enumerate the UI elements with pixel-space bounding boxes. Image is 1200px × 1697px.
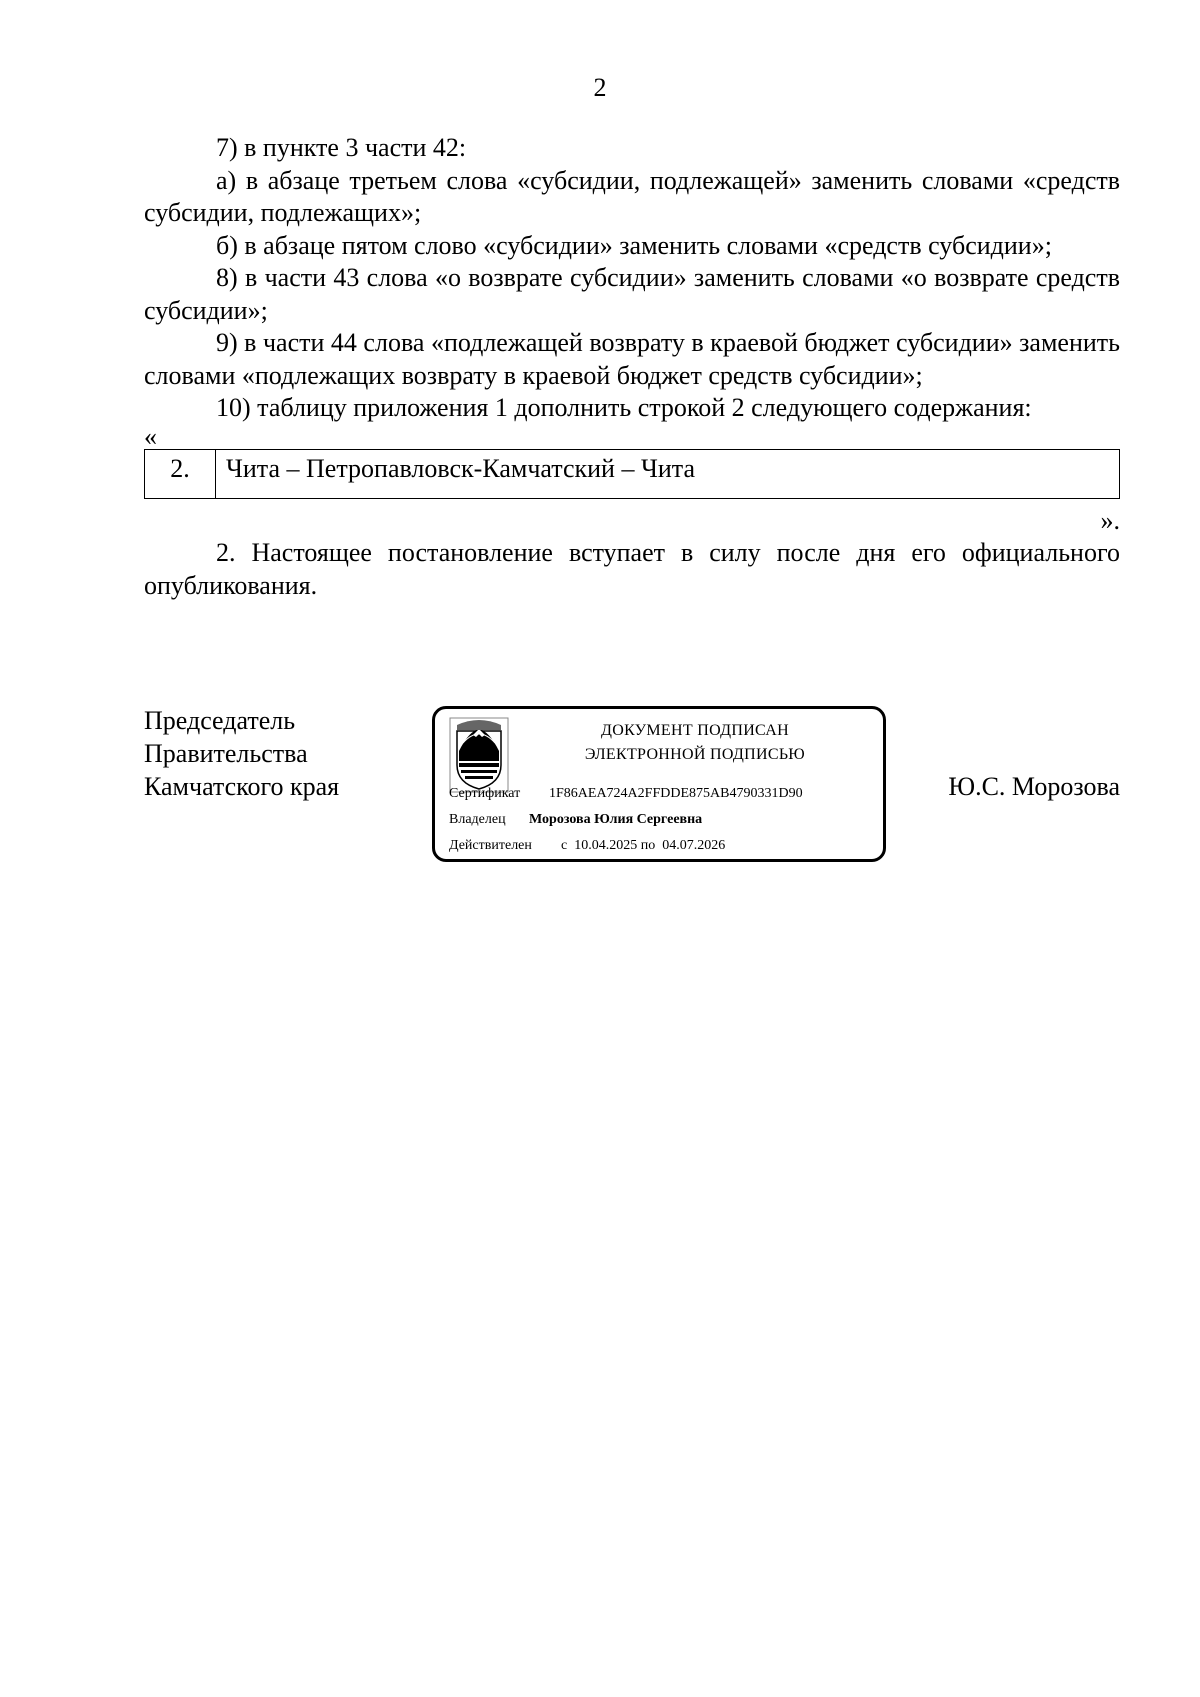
paragraph-subitem-a: а) в абзаце третьем слова «субсидии, подлежащей» заменить словами «средств субсидии, подлежащих»;: [144, 165, 1120, 227]
signer-title-line: Камчатского края: [144, 772, 340, 801]
signer-title-line: Председатель: [144, 706, 296, 735]
certificate-value: 1F86AEA724A2FFDDE875AB4790331D90: [549, 786, 803, 801]
owner-label: Владелец: [449, 812, 506, 827]
paragraph-item-10: 10) таблицу приложения 1 дополнить строкой 2 следующего содержания:: [216, 393, 1032, 422]
paragraph-subitem-b: б) в абзаце пятом слово «субсидии» заменить словами «средств субсидии»;: [216, 230, 1052, 260]
paragraph-item-7: 7) в пункте 3 части 42:: [216, 133, 467, 162]
paragraph-item-9: 9) в части 44 слова «подлежащей возврату в краевой бюджет субсидии» заменить словами «подлежащих возврату в краевой бюджет средств субсидии»;: [144, 328, 1120, 390]
route-number-cell: 2.: [145, 449, 216, 498]
stamp-heading-line-1: ДОКУМЕНТ ПОДПИСАН: [601, 722, 789, 739]
opening-quote: «: [144, 421, 157, 451]
page-number: 2: [593, 73, 607, 102]
electronic-signature-stamp: [432, 706, 886, 862]
stamp-owner-row: [449, 811, 702, 829]
certificate-label: Сертификат: [449, 786, 521, 801]
signer-title: [144, 704, 339, 803]
stamp-heading-line-2: ЭЛЕКТРОННОЙ ПОДПИСЬЮ: [584, 746, 806, 763]
route-name-cell: Чита – Петропавловск-Камчатский – Чита: [216, 449, 1120, 498]
closing-quote: ».: [1100, 505, 1120, 535]
owner-value: Морозова Юлия Сергеевна: [529, 812, 703, 827]
paragraph-clause-2: 2. Настоящее постановление вступает в силу после дня его официального опубликования.: [144, 538, 1120, 600]
validity-label: Действителен: [449, 838, 532, 853]
table-row: [145, 449, 1120, 498]
signer-name: Ю.С. Морозова: [948, 772, 1120, 801]
kamchatka-coat-of-arms-icon: [449, 717, 509, 793]
signer-title-line: Правительства: [144, 739, 308, 768]
stamp-certificate-row: [449, 785, 803, 803]
stamp-validity-row: [449, 837, 725, 855]
validity-value: с 10.04.2025 по 04.07.2026: [561, 838, 726, 853]
paragraph-item-8: 8) в части 43 слова «о возврате субсидии» заменить словами «о возврате средств субсидии»;: [144, 263, 1120, 325]
document-body: [144, 132, 1120, 602]
stamp-heading: [525, 719, 865, 767]
route-table: [144, 449, 1120, 499]
